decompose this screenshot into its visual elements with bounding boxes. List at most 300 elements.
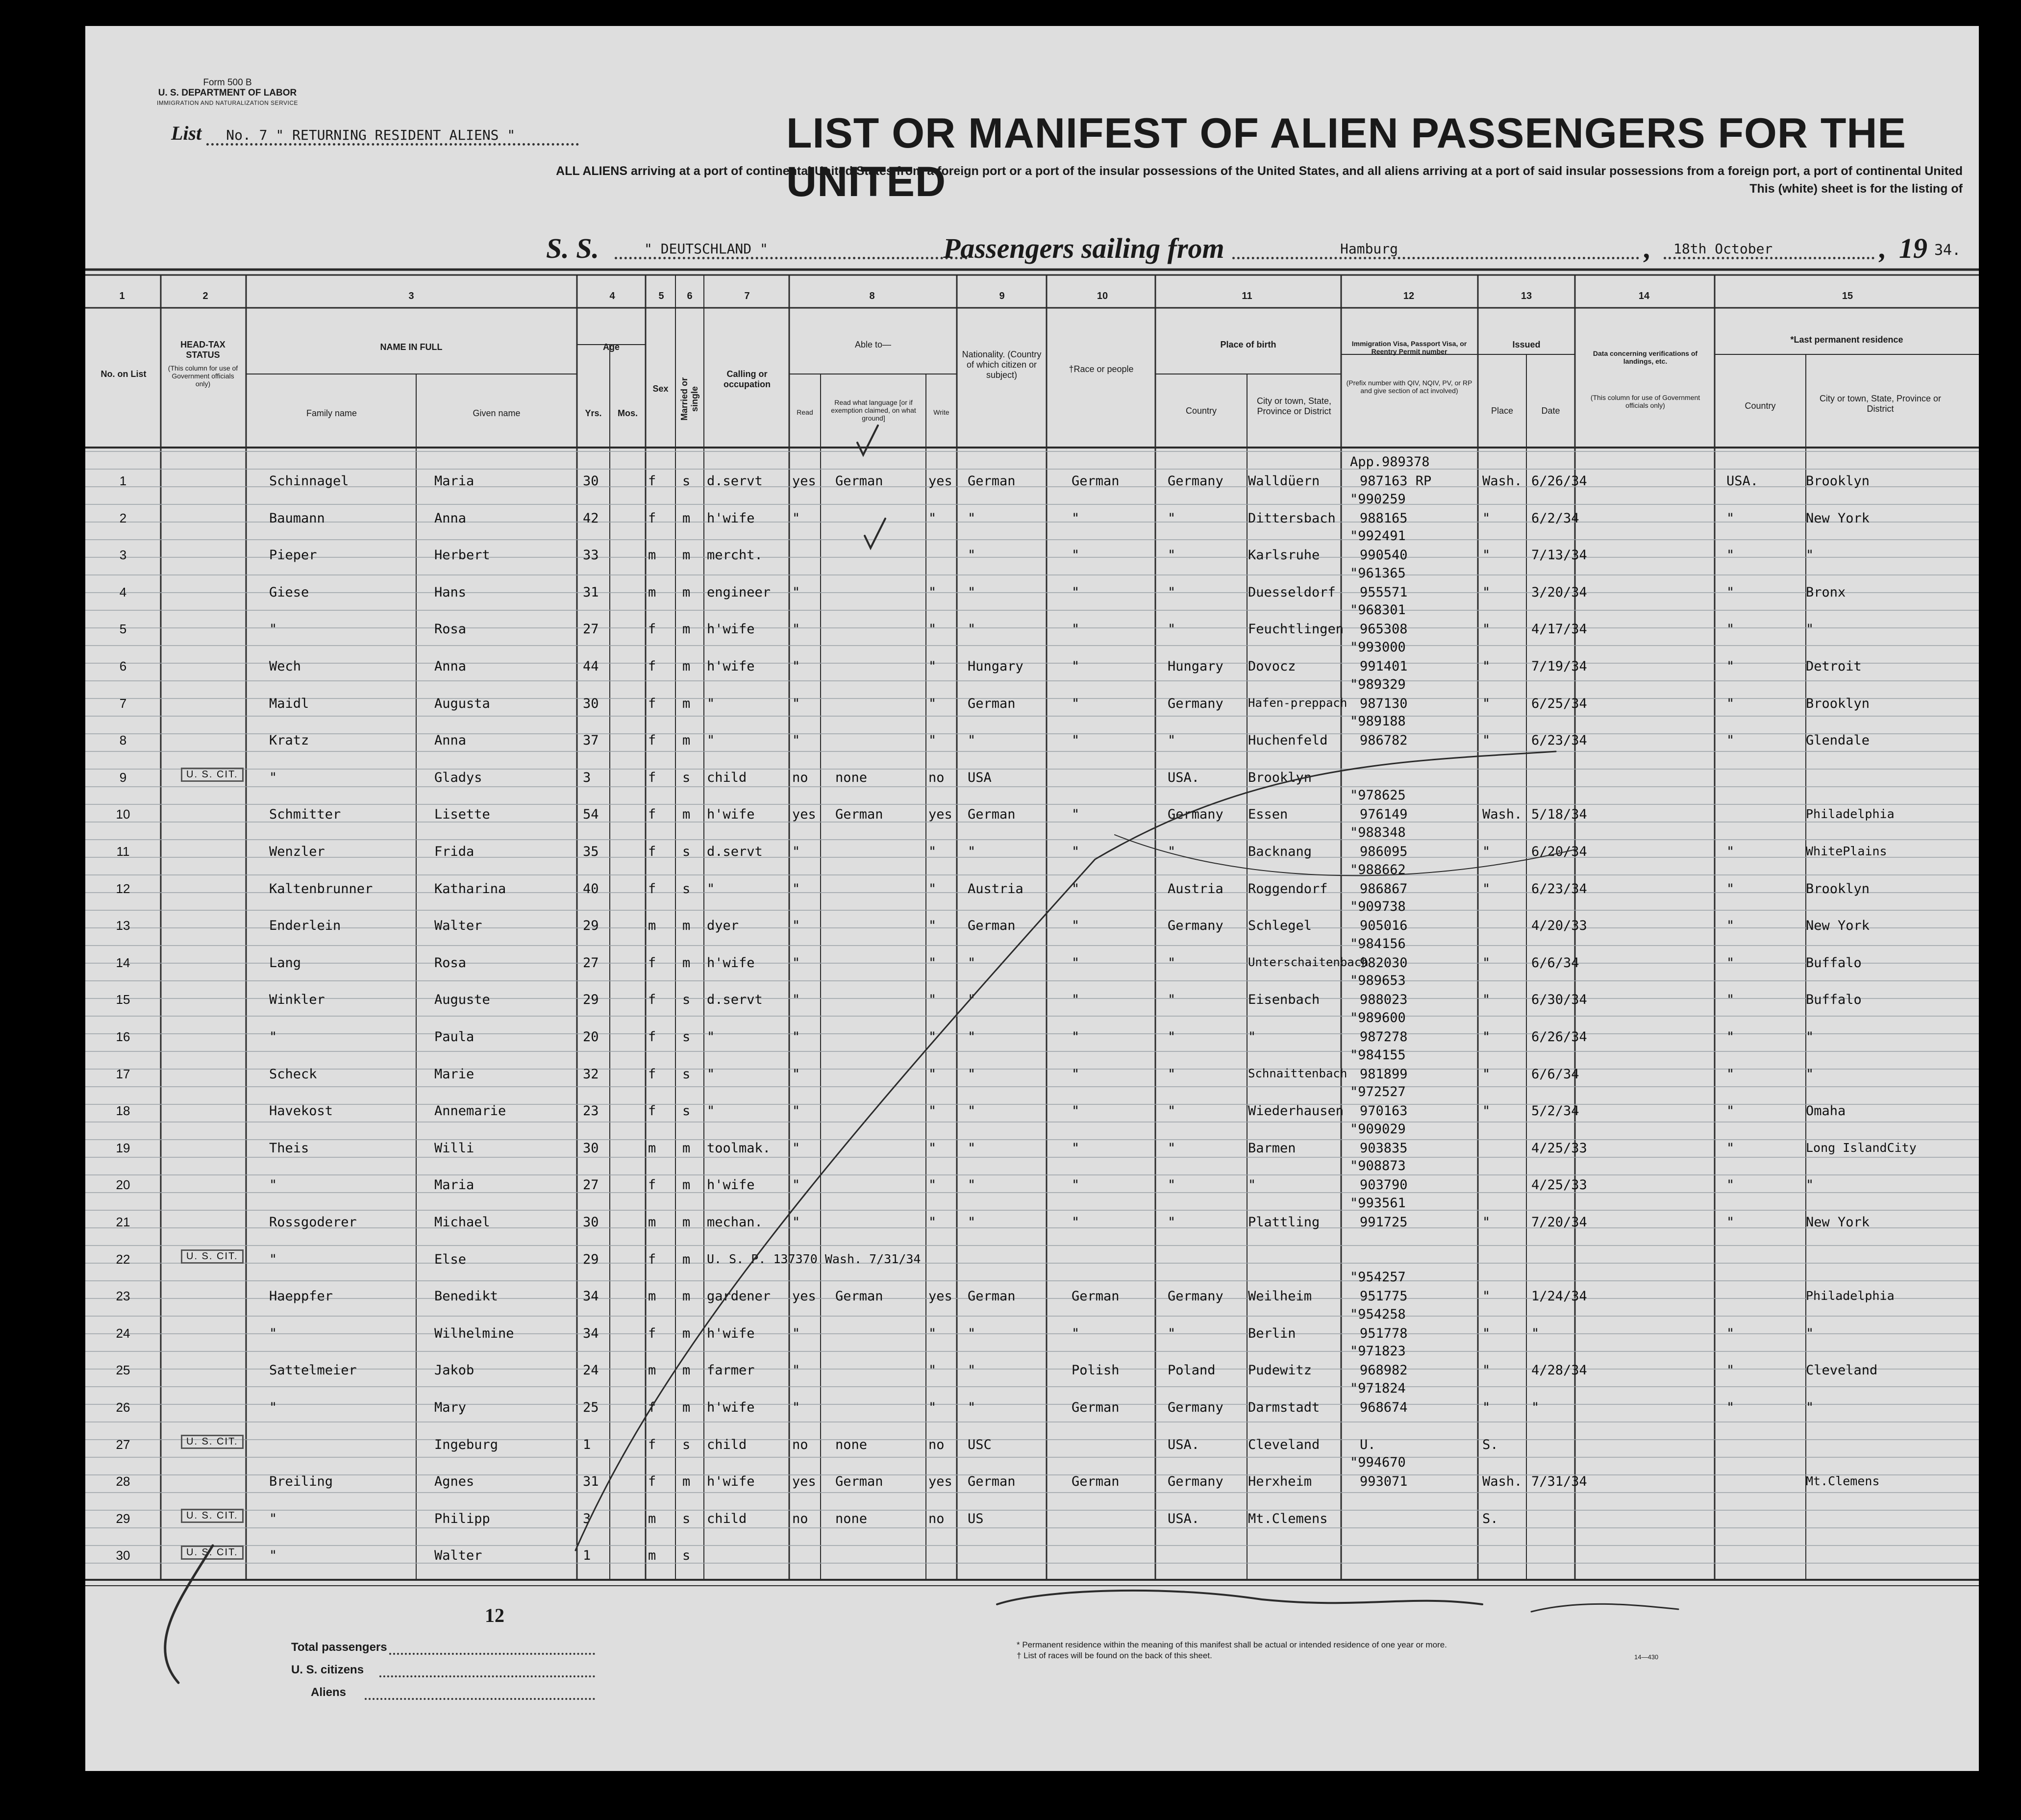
given-name: Paula xyxy=(434,1029,474,1045)
can-read: " xyxy=(792,955,800,971)
header-read-language: Read what language [or if exemption claimed, on what ground] xyxy=(831,399,916,422)
can-write: " xyxy=(928,584,937,600)
issued-date: " xyxy=(1531,1325,1540,1341)
race: " xyxy=(1072,1215,1080,1230)
given-name: Philipp xyxy=(434,1511,490,1526)
visa-number-top: "954258 xyxy=(1350,1306,1406,1322)
birth-country: " xyxy=(1168,584,1176,600)
residence-country: " xyxy=(1726,1325,1735,1341)
issued-place: " xyxy=(1482,584,1491,600)
issued-place: " xyxy=(1482,1103,1491,1119)
row-number: 16 xyxy=(116,1029,130,1044)
marital-status: m xyxy=(682,548,691,563)
family-name: Scheck xyxy=(269,1066,317,1082)
given-name: Hans xyxy=(434,584,467,600)
family-name: Winkler xyxy=(269,992,325,1008)
race: " xyxy=(1072,1029,1080,1045)
issued-date: 6/26/34 xyxy=(1531,1029,1587,1045)
residence-country: " xyxy=(1726,622,1735,637)
nationality: " xyxy=(968,992,976,1008)
row-number: 12 xyxy=(116,881,130,896)
row-number: 18 xyxy=(116,1103,130,1119)
service-name: IMMIGRATION AND NATURALIZATION SERVICE xyxy=(156,100,299,106)
given-name: Gladys xyxy=(434,770,482,785)
family-name: " xyxy=(269,1511,277,1526)
marital-status: m xyxy=(682,1177,691,1193)
birth-country: Poland xyxy=(1168,1363,1216,1378)
birth-city: Pudewitz xyxy=(1248,1363,1312,1378)
race: German xyxy=(1072,474,1120,489)
visa-number: 986095 xyxy=(1360,844,1408,859)
residence-country: " xyxy=(1726,1215,1735,1230)
row-number: 4 xyxy=(119,584,127,599)
issued-place: " xyxy=(1482,955,1491,971)
row-number: 27 xyxy=(116,1437,130,1452)
row-number: 2 xyxy=(119,510,127,525)
age-years: 20 xyxy=(583,1029,599,1045)
sex: f xyxy=(648,1400,656,1415)
birth-city: Berlin xyxy=(1248,1325,1296,1341)
visa-number: 987278 xyxy=(1360,1029,1408,1045)
header-mos: Mos. xyxy=(617,408,638,418)
visa-number-top: "989600 xyxy=(1350,1010,1406,1025)
race: " xyxy=(1072,733,1080,748)
residence-country: " xyxy=(1726,733,1735,748)
issued-date: 7/31/34 xyxy=(1531,1474,1587,1490)
issued-place: S. xyxy=(1482,1511,1498,1526)
nationality: " xyxy=(968,584,976,600)
visa-number-top: "954257 xyxy=(1350,1270,1406,1285)
sex: f xyxy=(648,955,656,971)
birth-country: Austria xyxy=(1168,881,1223,897)
header-last-residence: *Last permanent residence xyxy=(1790,335,1903,345)
issued-date: 7/20/34 xyxy=(1531,1215,1587,1230)
occupation: " xyxy=(707,881,715,897)
family-name: Lang xyxy=(269,955,301,971)
col-num-1: 1 xyxy=(119,291,125,301)
row-number: 1 xyxy=(119,474,127,488)
residence-city: Long IslandCity xyxy=(1806,1140,1917,1155)
age-years: 3 xyxy=(583,1511,591,1526)
issued-place: " xyxy=(1482,1400,1491,1415)
visa-number: 951775 xyxy=(1360,1289,1408,1304)
birth-city: Backnang xyxy=(1248,844,1312,859)
handwritten-annotations xyxy=(85,26,1979,1771)
given-name: Maria xyxy=(434,474,474,489)
nationality: " xyxy=(968,1215,976,1230)
marital-status: m xyxy=(682,584,691,600)
can-read: " xyxy=(792,1177,800,1193)
given-name: Maria xyxy=(434,1177,474,1193)
issued-date: 4/20/33 xyxy=(1531,918,1587,934)
age-years: 37 xyxy=(583,733,599,748)
occupation: gardener xyxy=(707,1289,771,1304)
birth-country: " xyxy=(1168,1029,1176,1045)
row-number: 8 xyxy=(119,733,127,748)
col-num-14: 14 xyxy=(1638,291,1650,301)
given-name: Walter xyxy=(434,918,482,934)
nationality: " xyxy=(968,844,976,859)
age-years: 34 xyxy=(583,1325,599,1341)
residence-country: " xyxy=(1726,955,1735,971)
visa-number-top: "988348 xyxy=(1350,825,1406,840)
given-name: Michael xyxy=(434,1215,490,1230)
age-years: 54 xyxy=(583,807,599,823)
issued-place: " xyxy=(1482,1363,1491,1378)
issued-date: 6/23/34 xyxy=(1531,881,1587,897)
visa-number: 988165 xyxy=(1360,510,1408,526)
race: " xyxy=(1072,955,1080,971)
sex: m xyxy=(648,1511,656,1526)
birth-country: Hungary xyxy=(1168,659,1223,674)
occupation: h'wife xyxy=(707,1474,755,1490)
nationality: " xyxy=(968,1177,976,1193)
sex: f xyxy=(648,733,656,748)
marital-status: s xyxy=(682,770,691,785)
can-write: yes xyxy=(928,474,952,489)
race: " xyxy=(1072,1103,1080,1119)
header-calling: Calling or occupation xyxy=(723,369,771,389)
can-write: yes xyxy=(928,807,952,823)
can-read: " xyxy=(792,659,800,674)
occupation: h'wife xyxy=(707,1400,755,1415)
comma-2: , xyxy=(1879,232,1887,264)
can-write: " xyxy=(928,1325,937,1341)
visa-number: 903835 xyxy=(1360,1140,1408,1156)
residence-country: " xyxy=(1726,881,1735,897)
birth-country: " xyxy=(1168,955,1176,971)
marital-status: m xyxy=(682,1140,691,1156)
row-number: 7 xyxy=(119,696,127,711)
birth-country: " xyxy=(1168,844,1176,859)
age-years: 42 xyxy=(583,510,599,526)
marital-status: s xyxy=(682,992,691,1008)
col-num-11: 11 xyxy=(1242,291,1252,301)
sex: f xyxy=(648,474,656,489)
residence-city: Mt.Clemens xyxy=(1806,1474,1880,1489)
can-read: " xyxy=(792,1400,800,1415)
can-write: " xyxy=(928,1400,937,1415)
sex: f xyxy=(648,1029,656,1045)
age-years: 3 xyxy=(583,770,591,785)
issued-date: 4/25/33 xyxy=(1531,1177,1587,1193)
age-years: 31 xyxy=(583,584,599,600)
sex: f xyxy=(648,1251,656,1267)
issued-place: Wash. xyxy=(1482,807,1522,823)
sex: f xyxy=(648,510,656,526)
row-number: 25 xyxy=(116,1363,130,1378)
visa-number: 981899 xyxy=(1360,1066,1408,1082)
given-name: Marie xyxy=(434,1066,474,1082)
issued-date: 6/23/34 xyxy=(1531,733,1587,748)
occupation: d.servt xyxy=(707,844,763,859)
visa-number-top: "978625 xyxy=(1350,788,1406,803)
sex: f xyxy=(648,1325,656,1341)
visa-number: 987163 RP xyxy=(1360,474,1432,489)
col-num-6: 6 xyxy=(687,291,693,301)
nationality: " xyxy=(968,1400,976,1415)
residence-country: " xyxy=(1726,1140,1735,1156)
year-prefix: 19 xyxy=(1899,232,1927,264)
visa-number: 990540 xyxy=(1360,548,1408,563)
family-name: Wenzler xyxy=(269,844,325,859)
can-read: no xyxy=(792,770,808,785)
sex: f xyxy=(648,770,656,785)
residence-city: Glendale xyxy=(1806,733,1870,748)
head-tax-stamp: U. S. CIT. xyxy=(181,1435,244,1449)
visa-number: 987130 xyxy=(1360,696,1408,711)
nationality: " xyxy=(968,1103,976,1119)
header-read: Read xyxy=(797,408,813,416)
nationality: Hungary xyxy=(968,659,1023,674)
visa-number: U. xyxy=(1360,1437,1376,1452)
occupation: " xyxy=(707,1066,715,1082)
birth-city: Hafen-preppach xyxy=(1248,696,1347,710)
col-num-10: 10 xyxy=(1097,291,1108,301)
read-language: German xyxy=(835,807,883,823)
occupation: h'wife xyxy=(707,807,755,823)
read-language: German xyxy=(835,474,883,489)
marital-status: s xyxy=(682,1511,691,1526)
occupation: h'wife xyxy=(707,955,755,971)
age-years: 27 xyxy=(583,622,599,637)
birth-country: " xyxy=(1168,510,1176,526)
sex: m xyxy=(648,1215,656,1230)
residence-city: WhitePlains xyxy=(1806,844,1887,858)
visa-number: 982030 xyxy=(1360,955,1408,971)
subtitle-line-2: This (white) sheet is for the listing of xyxy=(1749,182,1963,196)
can-write: " xyxy=(928,1177,937,1193)
residence-city: " xyxy=(1806,1400,1814,1415)
visa-number: 903790 xyxy=(1360,1177,1408,1193)
age-years: 31 xyxy=(583,1474,599,1490)
header-lr-country: Country xyxy=(1745,401,1776,411)
marital-status: s xyxy=(682,1103,691,1119)
nationality: " xyxy=(968,548,976,563)
visa-number-top: "984156 xyxy=(1350,936,1406,951)
header-verification: Data concerning verifications of landings, etc. xyxy=(1593,349,1698,365)
birth-city: Brooklyn xyxy=(1248,770,1312,785)
can-write: " xyxy=(928,659,937,674)
residence-country: " xyxy=(1726,918,1735,934)
family-name: Haeppfer xyxy=(269,1289,333,1304)
marital-status: s xyxy=(682,1029,691,1045)
marital-status: m xyxy=(682,1400,691,1415)
birth-country: Germany xyxy=(1168,918,1223,934)
residence-country: " xyxy=(1726,844,1735,859)
col-num-7: 7 xyxy=(744,291,750,301)
manifest-sheet xyxy=(85,26,1979,1771)
us-citizens-label: U. S. citizens xyxy=(291,1663,364,1676)
marital-status: s xyxy=(682,1437,691,1452)
can-write: no xyxy=(928,1437,945,1452)
age-years: 25 xyxy=(583,1400,599,1415)
age-years: 24 xyxy=(583,1363,599,1378)
row-number: 11 xyxy=(116,844,130,859)
header-age: Age xyxy=(602,342,620,352)
issued-date: 6/2/34 xyxy=(1531,510,1579,526)
issued-place: " xyxy=(1482,1029,1491,1045)
can-read: " xyxy=(792,918,800,934)
family-name: Kratz xyxy=(269,733,309,748)
form-number: Form 500 B xyxy=(203,77,252,88)
family-name: Rossgoderer xyxy=(269,1215,357,1230)
marital-status: m xyxy=(682,659,691,674)
issued-date: 4/17/34 xyxy=(1531,622,1587,637)
given-name: Frida xyxy=(434,844,474,859)
col-num-2: 2 xyxy=(202,291,208,301)
residence-country: " xyxy=(1726,659,1735,674)
ss-label: S. S. xyxy=(546,232,599,264)
visa-number: 965308 xyxy=(1360,622,1408,637)
marital-status: m xyxy=(682,696,691,711)
issued-place: Wash. xyxy=(1482,474,1522,489)
birth-country: Germany xyxy=(1168,1474,1223,1490)
col-num-9: 9 xyxy=(999,291,1005,301)
can-read: yes xyxy=(792,474,816,489)
can-write: no xyxy=(928,1511,945,1526)
residence-country: " xyxy=(1726,992,1735,1008)
sex: m xyxy=(648,1289,656,1304)
col-num-13: 13 xyxy=(1521,291,1532,301)
header-country: Country xyxy=(1185,406,1217,416)
visa-number-top: "989653 xyxy=(1350,973,1406,989)
header-head-tax-note: (This column for use of Government officials only) xyxy=(168,364,238,388)
race: " xyxy=(1072,992,1080,1008)
given-name: Walter xyxy=(434,1548,482,1564)
list-label: List xyxy=(171,122,202,144)
nationality: " xyxy=(968,1029,976,1045)
nationality: " xyxy=(968,955,976,971)
age-years: 30 xyxy=(583,1215,599,1230)
given-name: Benedikt xyxy=(434,1289,499,1304)
header-yrs: Yrs. xyxy=(585,408,602,418)
birth-country: USA. xyxy=(1168,1437,1200,1452)
comma: , xyxy=(1644,232,1651,264)
marital-status: s xyxy=(682,881,691,897)
list-value: No. 7 " RETURNING RESIDENT ALIENS " xyxy=(206,127,579,146)
marital-status: s xyxy=(682,844,691,859)
read-language: none xyxy=(835,1511,868,1526)
col-num-4: 4 xyxy=(609,291,615,301)
can-write: " xyxy=(928,955,937,971)
occupation: d.servt xyxy=(707,474,763,489)
visa-number-top: "989188 xyxy=(1350,714,1406,729)
given-name: Anna xyxy=(434,510,467,526)
nationality: USC xyxy=(968,1437,992,1452)
marital-status: m xyxy=(682,1251,691,1267)
occupation: " xyxy=(707,733,715,748)
residence-city: " xyxy=(1806,1029,1814,1045)
nationality: US xyxy=(968,1511,984,1526)
marital-status: s xyxy=(682,1548,691,1564)
birth-city: Essen xyxy=(1248,807,1288,823)
ship-name: " DEUTSCHLAND " xyxy=(615,241,968,259)
sex: m xyxy=(648,918,656,934)
row-number: 23 xyxy=(116,1289,130,1304)
year-suffix: 34. xyxy=(1934,242,1961,259)
issued-place: " xyxy=(1482,844,1491,859)
birth-country: USA. xyxy=(1168,770,1200,785)
occupation: mechan. xyxy=(707,1215,763,1230)
residence-city: Brooklyn xyxy=(1806,474,1870,489)
marital-status: m xyxy=(682,1215,691,1230)
visa-number-top: "992491 xyxy=(1350,528,1406,544)
can-read: no xyxy=(792,1511,808,1526)
header-lr-city: City or town, State, Province or District xyxy=(1819,394,1942,414)
sex: f xyxy=(648,1474,656,1490)
sex: f xyxy=(648,659,656,674)
family-name: " xyxy=(269,1548,277,1564)
header-place-of-birth: Place of birth xyxy=(1220,340,1276,349)
can-read: " xyxy=(792,1029,800,1045)
can-write: " xyxy=(928,992,937,1008)
birth-country: " xyxy=(1168,733,1176,748)
can-read: no xyxy=(792,1437,808,1452)
age-years: 29 xyxy=(583,1251,599,1267)
residence-country: " xyxy=(1726,1103,1735,1119)
birth-city: Huchenfeld xyxy=(1248,733,1328,748)
birth-city: Dovocz xyxy=(1248,659,1296,674)
subtitle-line-1: ALL ALIENS arriving at a port of continental United States from a foreign port or a port of the insular possessions of the United States, and all aliens arriving at a port of said insular possessions from a foreign port, a port of continental United xyxy=(556,164,1963,178)
can-write: " xyxy=(928,510,937,526)
col-num-15: 15 xyxy=(1842,291,1853,301)
can-read: " xyxy=(792,1215,800,1230)
issued-place: Wash. xyxy=(1482,1474,1522,1490)
col-num-8: 8 xyxy=(869,291,875,301)
age-years: 27 xyxy=(583,955,599,971)
nationality: German xyxy=(968,1289,1016,1304)
birth-city: Eisenbach xyxy=(1248,992,1320,1008)
birth-country: Germany xyxy=(1168,1289,1223,1304)
birth-country: " xyxy=(1168,1325,1176,1341)
family-name: Schmitter xyxy=(269,807,341,823)
col-num-12: 12 xyxy=(1403,291,1415,301)
nationality: " xyxy=(968,622,976,637)
issued-date: 3/20/34 xyxy=(1531,584,1587,600)
visa-number: 955571 xyxy=(1360,584,1408,600)
family-name: " xyxy=(269,1400,277,1415)
can-write: " xyxy=(928,696,937,711)
visa-number-top: "908873 xyxy=(1350,1158,1406,1174)
given-name: Rosa xyxy=(434,955,467,971)
visa-number: 986782 xyxy=(1360,733,1408,748)
row-number: 5 xyxy=(119,622,127,637)
occupation: child xyxy=(707,1511,747,1526)
race: Polish xyxy=(1072,1363,1120,1378)
birth-country: " xyxy=(1168,992,1176,1008)
residence-city: " xyxy=(1806,1177,1814,1193)
race: " xyxy=(1072,584,1080,600)
visa-number: 986867 xyxy=(1360,881,1408,897)
residence-city: " xyxy=(1806,1325,1814,1341)
row-number: 3 xyxy=(119,548,127,563)
given-name: Lisette xyxy=(434,807,490,823)
row-number: 29 xyxy=(116,1511,130,1526)
age-years: 23 xyxy=(583,1103,599,1119)
nationality: " xyxy=(968,1066,976,1082)
sailing-port: Hamburg xyxy=(1232,241,1639,259)
header-married: Married or single xyxy=(679,377,699,421)
issued-date: 6/20/34 xyxy=(1531,844,1587,859)
row-number: 17 xyxy=(116,1066,130,1081)
nationality: " xyxy=(968,510,976,526)
race: " xyxy=(1072,696,1080,711)
row-number: 30 xyxy=(116,1548,130,1563)
issued-date: 6/26/34 xyxy=(1531,474,1587,489)
birth-country: " xyxy=(1168,1215,1176,1230)
issued-date: 1/24/34 xyxy=(1531,1289,1587,1304)
